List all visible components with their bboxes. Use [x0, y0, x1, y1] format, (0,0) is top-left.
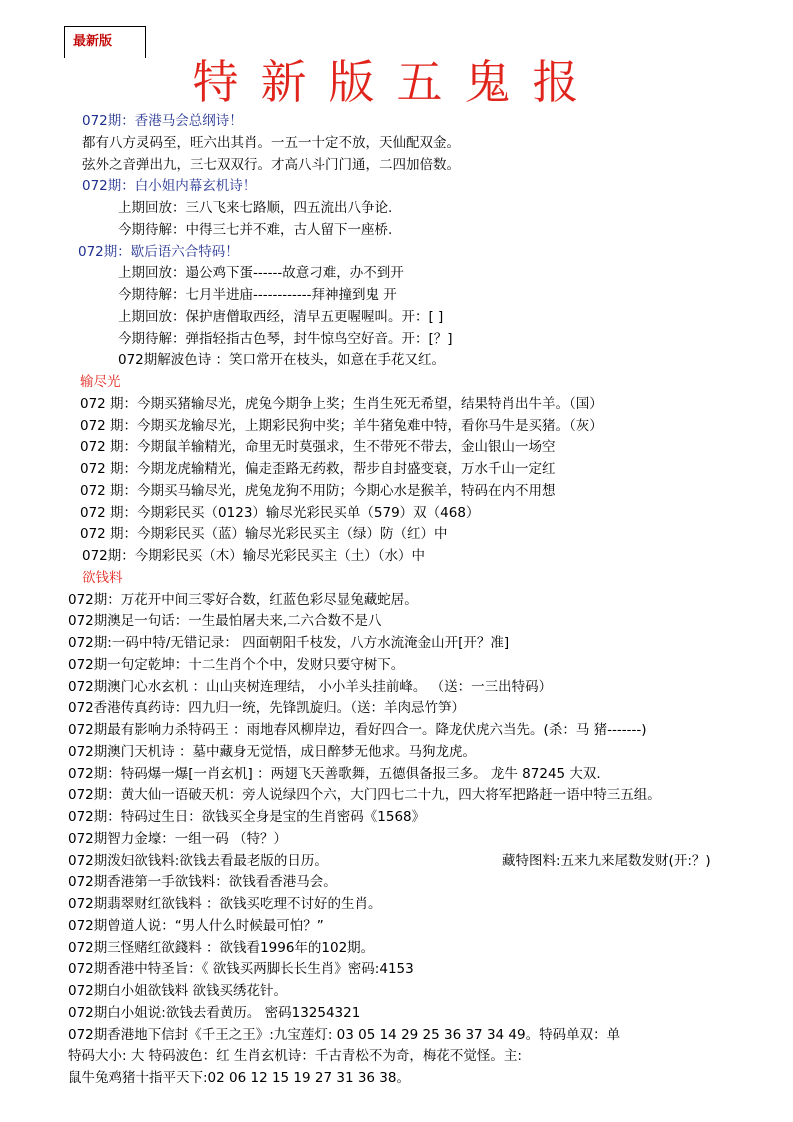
text-line: 072期白小姐欲钱料 欲钱买绣花针。 — [68, 983, 288, 999]
text-line: 072期智力金壕：一组一码 （特？） — [68, 830, 288, 847]
line-heading: 072期：歇后语六合特码！ — [78, 243, 239, 260]
text-line: 072期:一码中特/无错记录： 四面朝阳千枝发，八方水流淹金山开[开？准] — [68, 635, 510, 651]
text-line: 072期最有影响力杀特码王 ：雨地春风柳岸边，看好四合一。降龙伏虎六当先。(杀：马 猪-------) — [68, 722, 647, 738]
text-line: 072期：特码爆一爆[一肖玄机] ：两翅飞天善歌舞，五德俱备报三多。 龙牛 87245 大双. — [68, 765, 601, 782]
text-line: 072期香港中特圣旨：《 欲钱买两脚长长生肖》密码:4153 — [68, 961, 414, 978]
text-line: 072 期：今期买马输尽光，虎兔龙狗不用防；今期心水是猴羊，特码在内不用想 — [80, 482, 556, 499]
text-line: 今期待解：中得三七并不难，古人留下一座桥. — [118, 221, 393, 238]
text-line: 072期澳足一句话：一生最怕屠夫来,二六合数不是八 — [68, 613, 382, 630]
text-line: 特码大小: 大 特码波色：红 生肖玄机诗：千古青松不为奇，梅花不觉怪。主: — [68, 1048, 522, 1065]
text-line: 072 期：今期买猪输尽光，虎兔今期争上奖；生肖生死无希望，结果特肖出牛羊。（国） — [80, 395, 603, 412]
section-heading: 输尽光 — [80, 374, 121, 390]
text-line: 072期三怪赌红欲錢料 ：欲钱看1996年的102期。 — [68, 939, 375, 956]
text-line: 072期解波色诗 ：笑口常开在枝头，如意在手花又红。 — [118, 352, 446, 369]
text-line: 072 期：今期彩民买（0123）输尽光彩民买单（579）双（468） — [80, 504, 480, 521]
section-heading: 欲钱料 — [82, 569, 123, 586]
line-heading: 072期：白小姐内幕玄机诗！ — [82, 178, 257, 195]
text-line: 072期泼妇欲钱料:欲钱去看最老版的日历。 — [68, 852, 328, 869]
text-line: 072期：万花开中间三零好合数，红蓝色彩尽显兔藏蛇居。 — [68, 591, 418, 608]
text-line: 072期：特码过生日：欲钱买全身是宝的生肖密码《1568》 — [68, 809, 426, 825]
text-line: 弦外之音弹出九，三七双双行。才高八斗门门通，二四加倍数。 — [82, 156, 460, 173]
text-line: 上期回放：三八飞来七路顺，四五流出八争论. — [118, 200, 393, 216]
text-line: 072期白小姐说:欲钱去看黄历。 密码13254321 — [68, 1004, 361, 1021]
text-line: 072期一句定乾坤：十二生肖个个中，发财只要守树下。 — [68, 656, 405, 673]
text-line: 072期澳门天机诗 ：墓中藏身无觉悟，成日醉梦无他求。马狗龙虎。 — [68, 743, 477, 760]
text-line: 都有八方灵码至，旺六出其肖。一五一十定不放，天仙配双金。 — [82, 134, 460, 151]
text-line: 072期香港第一手欲钱料：欲钱看香港马会。 — [68, 874, 337, 891]
text-line: 072 期：今期鼠羊输精光，命里无时莫强求，生不带死不带去，金山银山一场空 — [80, 439, 556, 456]
text-line: 072 期：今期龙虎输精光，偏走歪路无药救，帮步自封盛变衰，万水千山一定红 — [80, 461, 556, 477]
side-note: 藏特图料:五来九来尾数发财(开:？) — [502, 852, 711, 869]
text-line: 072期香港地下信封《千王之王》:九宝莲灯: 03 05 14 29 25 36 37 34 49。特码单双：单 — [68, 1026, 621, 1043]
text-line: 072期：黄大仙一语破天机：旁人说绿四个六，大门四七二十九，四大将军把路赶一语中特三五组。 — [68, 787, 661, 804]
text-line: 072期：今期彩民买（木）输尽光彩民买主（土）（水）中 — [82, 548, 426, 564]
text-line: 072期曾道人说：“男人什么时候最可怕？” — [68, 917, 324, 934]
text-line: 072期澳门心水玄机 ：山山夹树连理结， 小小羊头挂前峰。 （送：一三出特码） — [68, 678, 553, 695]
edition-badge-label: 最新版 — [73, 34, 113, 49]
text-line: 今期待解：弹指轻指古色琴，封牛惊鸟空好音。开：[？] — [118, 330, 453, 347]
page-title: 特新版五鬼报 — [192, 55, 601, 109]
text-line: 上期回放：保护唐僧取西经，清早五更喔喔叫。开：[ ] — [118, 308, 444, 325]
text-line: 鼠牛兔鸡猪十指平天下:02 06 12 15 19 27 31 36 38。 — [68, 1070, 410, 1086]
text-line: 072 期：今期买龙输尽光，上期彩民狗中奖；羊牛猪兔难中特，看你马牛是买猪。（灰） — [80, 417, 603, 434]
text-line: 今期待解：七月半进庙------------拜神撞到鬼 开 — [118, 287, 397, 303]
text-line: 上期回放：遢公鸡下蛋------故意刁难，办不到开 — [118, 265, 404, 282]
line-heading: 072期：香港马会总纲诗！ — [82, 113, 243, 129]
text-line: 072香港传真药诗：四九归一统，先锋凯旋归。（送：羊肉忌竹笋） — [68, 700, 466, 717]
text-line: 072期翡翠财红欲钱料 ：欲钱买吃理不讨好的生肖。 — [68, 896, 382, 912]
text-line: 072 期：今期彩民买（蓝）输尽光彩民买主（绿）防（红）中 — [80, 526, 448, 543]
